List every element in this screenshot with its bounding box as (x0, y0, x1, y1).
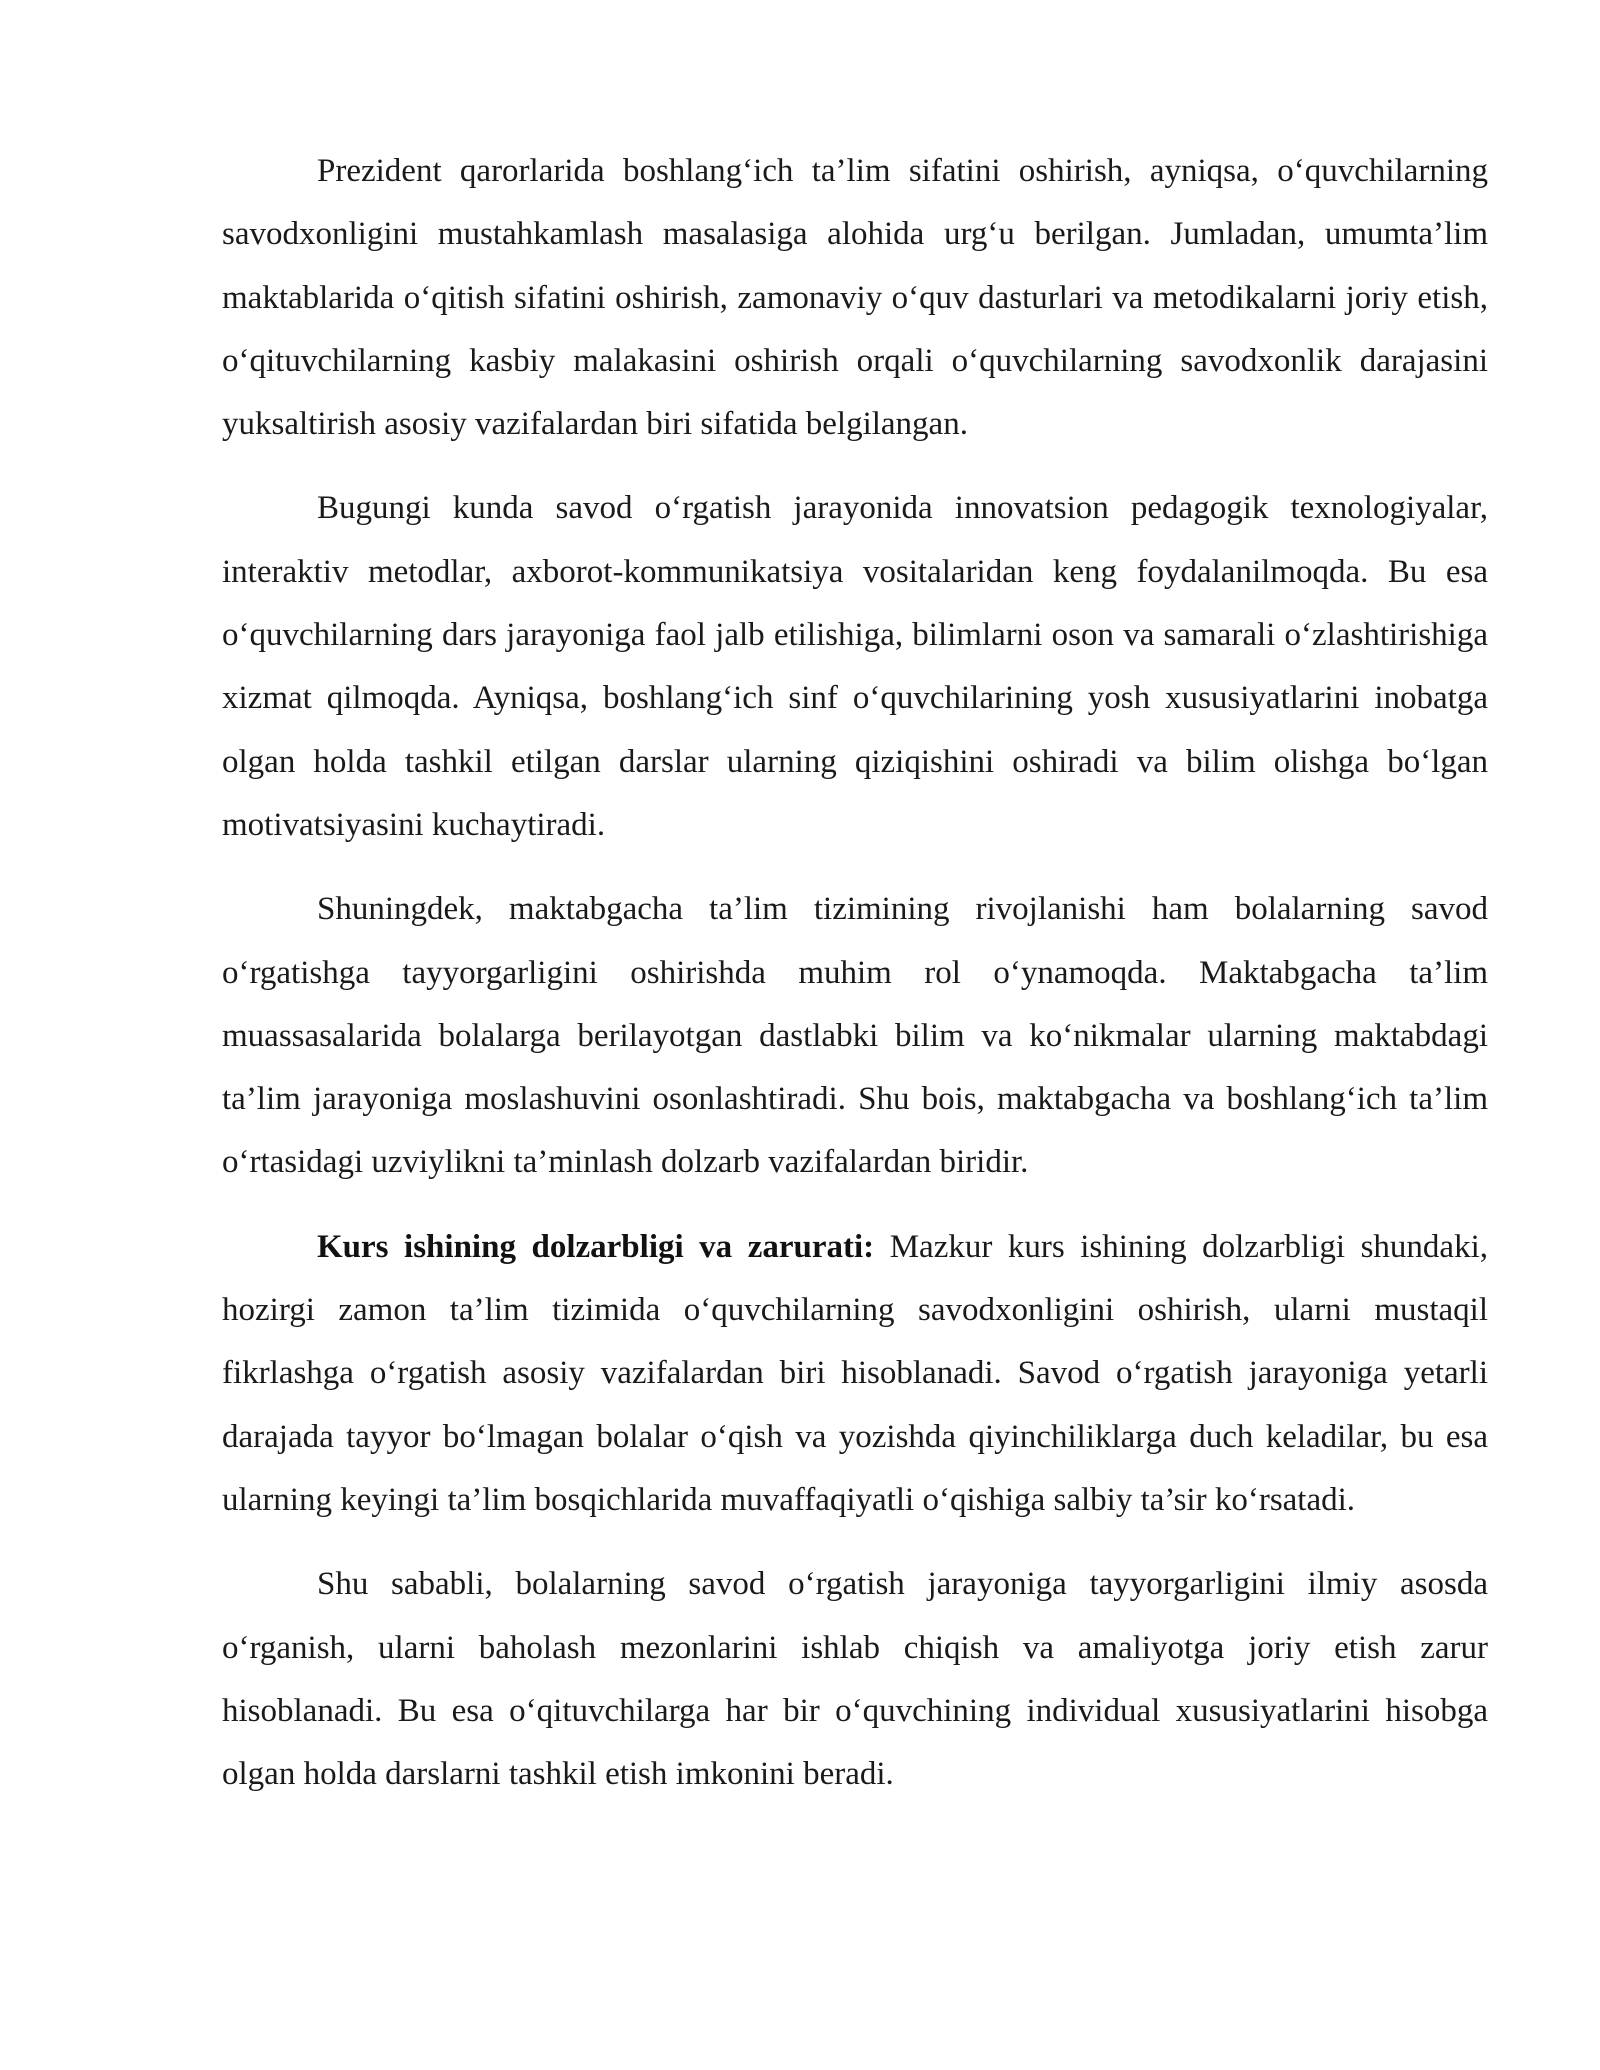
document-body (222, 140, 1488, 1827)
paragraph-1 (222, 140, 1488, 456)
paragraph-1-text: Prezident qarorlarida boshlang‘ich ta’lim sifatini oshirish, ayniqsa, o‘quvchilarning savodxonligini mustahkamlash masalasiga alohida urg‘u berilgan. Jumladan, umumta’lim maktablarida o‘qitish sifatini oshirish, zamonaviy o‘quv dasturlari va metodikalarni joriy etish, o‘qituvchilarning kasbiy malakasini oshirish orqali o‘quvchilarning savodxonlik darajasini yuksaltirish asosiy vazifalardan biri sifatida belgilangan. (222, 153, 1488, 443)
paragraph-2 (222, 477, 1488, 857)
paragraph-4-text: Mazkur kurs ishining dolzarbligi shundaki, hozirgi zamon ta’lim tizimida o‘quvchilarning savodxonligini oshirish, ularni mustaqil fikrlashga o‘rgatish asosiy vazifalardan biri hisoblanadi. Savod o‘rgatish jarayoniga yetarli darajada tayyor bo‘lmagan bolalar o‘qish va yozishda qiyinchiliklarga duch keladilar, bu esa ularning keyingi ta’lim bosqichlarida muvaffaqiyatli o‘qishiga salbiy ta’sir ko‘rsatadi. (222, 1228, 1488, 1518)
paragraph-5-text: Shu sababli, bolalarning savod o‘rgatish jarayoniga tayyorgarligini ilmiy asosda o‘rganish, ularni baholash mezonlarini ishlab chiqish va amaliyotga joriy etish zarur hisoblanadi. Bu esa o‘qituvchilarga har bir o‘quvchining individual xususiyatlarini hisobga olgan holda darslarni tashkil etish imkonini beradi. (222, 1566, 1488, 1793)
paragraph-3 (222, 878, 1488, 1194)
paragraph-2-text: Bugungi kunda savod o‘rgatish jarayonida innovatsion pedagogik texnologiyalar, interaktiv metodlar, axborot-kommunikatsiya vositalaridan keng foydalanilmoqda. Bu esa o‘quvchilarning dars jarayoniga faol jalb etilishiga, bilimlarni oson va samarali o‘zlashtirishiga xizmat qilmoqda. Ayniqsa, boshlang‘ich sinf o‘quvchilarining yosh xususiyatlarini inobatga olgan holda tashkil etilgan darslar ularning qiziqishini oshiradi va bilim olishga bo‘lgan motivatsiyasini kuchaytiradi. (222, 490, 1488, 843)
paragraph-3-text: Shuningdek, maktabgacha ta’lim tizimining rivojlanishi ham bolalarning savod o‘rgatishga tayyorgarligini oshirishda muhim rol o‘ynamoqda. Maktabgacha ta’lim muassasalarida bolalarga berilayotgan dastlabki bilim va ko‘nikmalar ularning maktabdagi ta’lim jarayoniga moslashuvini osonlashtiradi. Shu bois, maktabgacha va boshlang‘ich ta’lim o‘rtasidagi uzviylikni ta’minlash dolzarb vazifalardan biridir. (222, 891, 1488, 1181)
paragraph-5 (222, 1553, 1488, 1806)
paragraph-4-heading: Kurs ishining dolzarbligi va zarurati: (317, 1228, 875, 1265)
paragraph-4 (222, 1216, 1488, 1532)
